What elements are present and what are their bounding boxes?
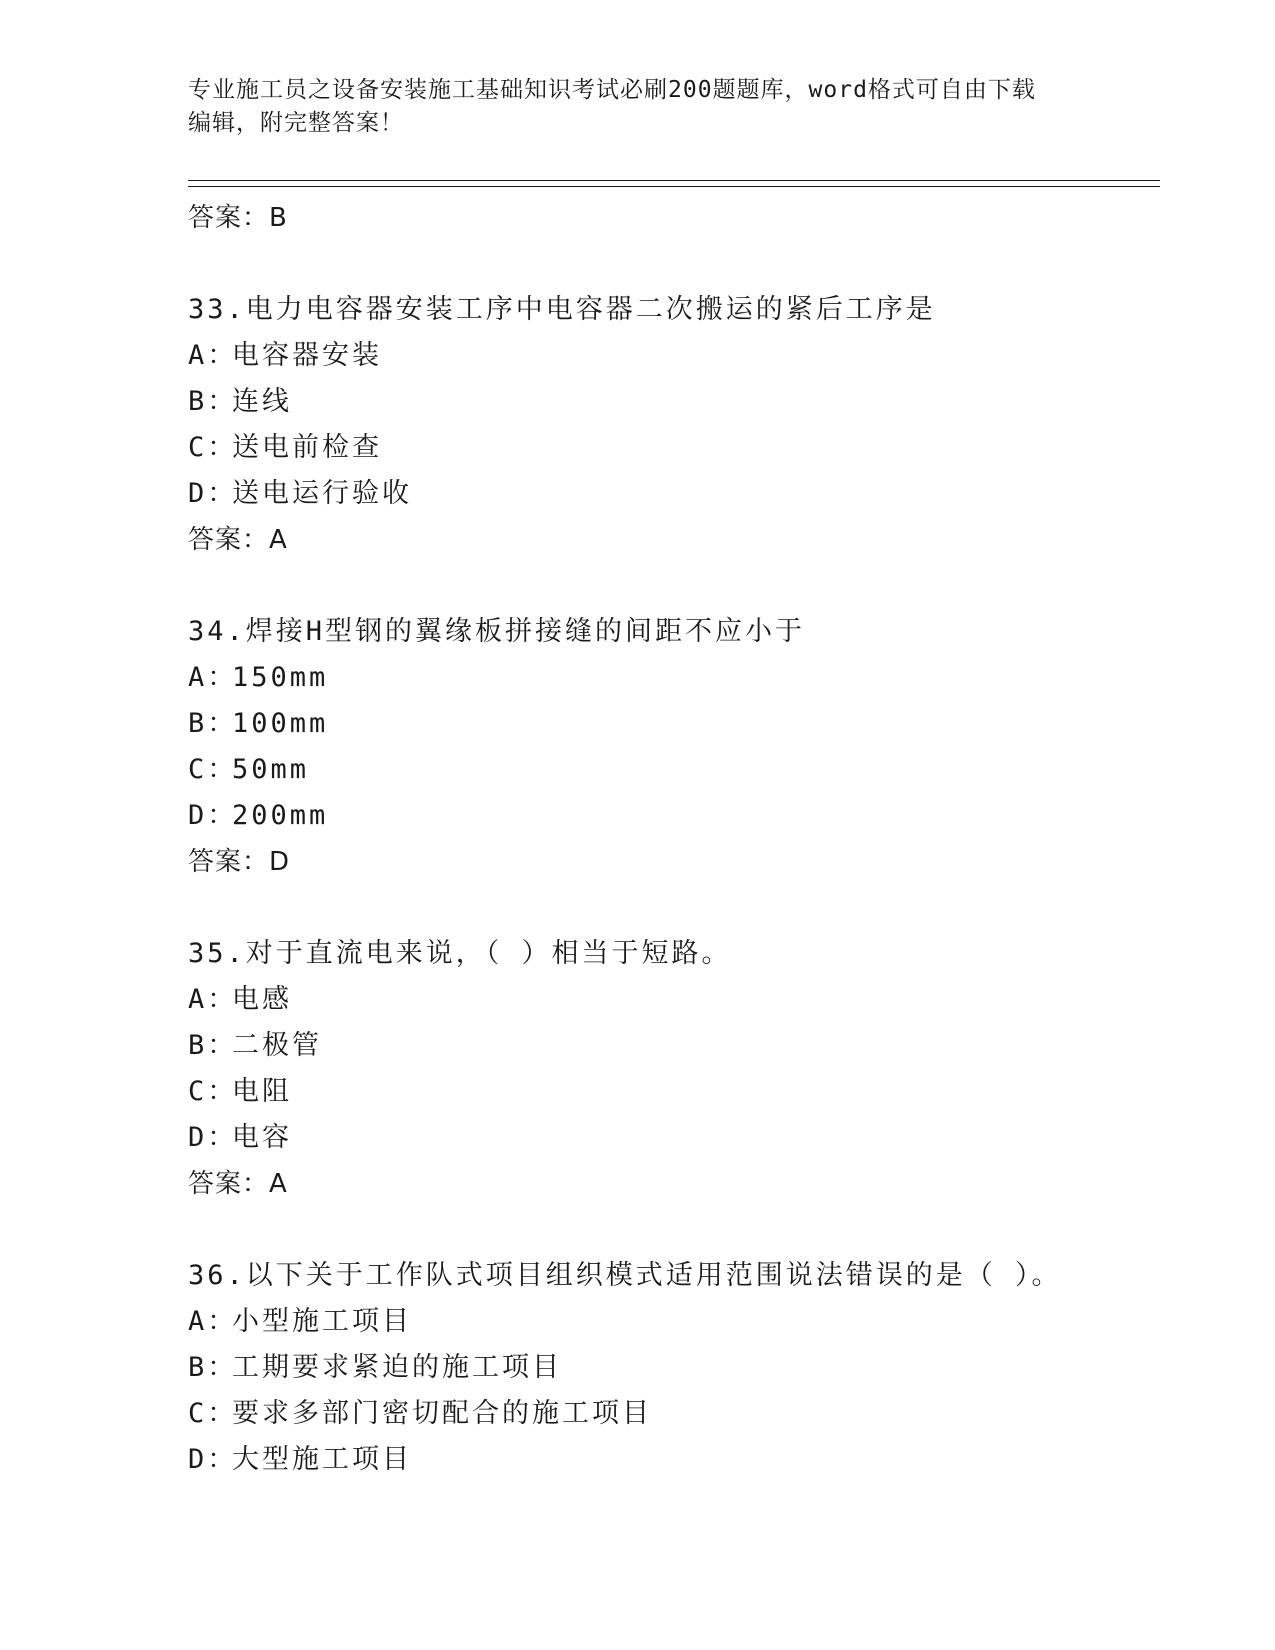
option-b: B：二极管	[188, 1030, 322, 1061]
option-d: D：大型施工项目	[188, 1444, 412, 1475]
question-title: 34.焊接H型钢的翼缘板拼接缝的间距不应小于	[188, 616, 806, 647]
header-divider-bottom	[188, 186, 1160, 187]
option-c: C：电阻	[188, 1076, 292, 1107]
option-a: A：150mm	[188, 662, 329, 693]
option-c: C：50mm	[188, 754, 310, 785]
option-d: D：送电运行验收	[188, 478, 412, 509]
header-line-2: 编辑，附完整答案！	[188, 110, 404, 136]
document-body	[188, 195, 1160, 1483]
header-divider-top	[188, 180, 1160, 181]
question-block	[188, 609, 1160, 885]
option-a: A：电容器安装	[188, 340, 382, 371]
option-c: C：送电前检查	[188, 432, 382, 463]
question-block	[188, 1253, 1160, 1483]
page-header	[188, 74, 1088, 140]
question-title: 36.以下关于工作队式项目组织模式适用范围说法错误的是（ ）。	[188, 1260, 1062, 1291]
option-c: C：要求多部门密切配合的施工项目	[188, 1398, 652, 1429]
question-block	[188, 287, 1160, 563]
previous-answer: 答案：B	[188, 203, 288, 233]
question-answer: 答案：A	[188, 525, 288, 555]
question-answer: 答案：D	[188, 847, 291, 877]
question-answer: 答案：A	[188, 1169, 288, 1199]
option-a: A：小型施工项目	[188, 1306, 412, 1337]
option-d: D：200mm	[188, 800, 329, 831]
question-title: 33.电力电容器安装工序中电容器二次搬运的紧后工序是	[188, 294, 936, 325]
option-b: B：连线	[188, 386, 292, 417]
option-a: A：电感	[188, 984, 292, 1015]
option-b: B：100mm	[188, 708, 329, 739]
option-d: D：电容	[188, 1122, 292, 1153]
question-block	[188, 931, 1160, 1207]
header-line-1: 专业施工员之设备安装施工基础知识考试必刷200题题库，word格式可自由下载	[188, 77, 1036, 103]
question-title: 35.对于直流电来说，（ ）相当于短路。	[188, 938, 732, 969]
option-b: B：工期要求紧迫的施工项目	[188, 1352, 562, 1383]
